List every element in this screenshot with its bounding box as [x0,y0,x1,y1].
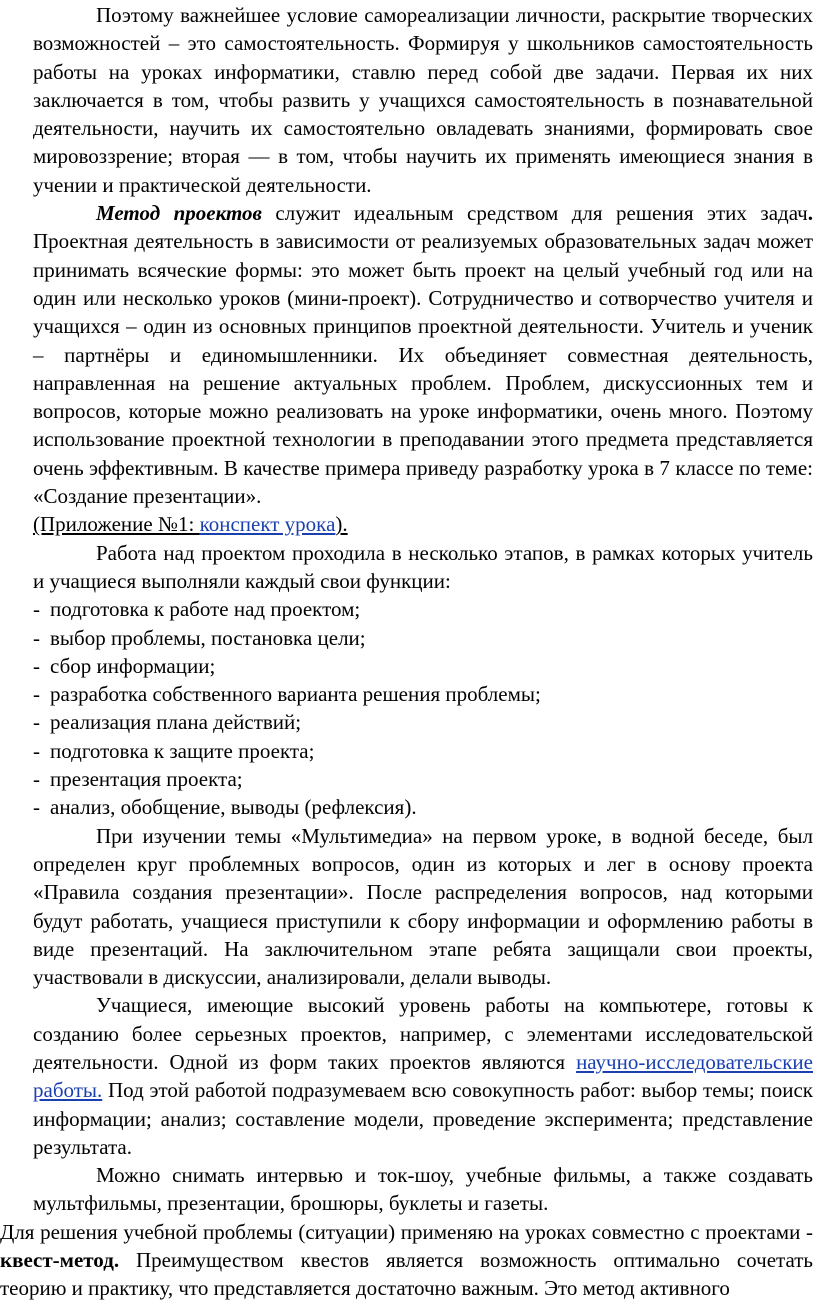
paragraph-self-reliance: Поэтому важнейшее условие самореализации личности, раскрытие творческих возможностей – это самостоятельность. Формируя у школьников самостоятельность работы на уроках информатики, ставлю перед собой две задачи. Первая их них заключается в том, чтобы развить у учащихся самостоятельность в познавательной деятельности, научить их самостоятельно овладевать знаниями, формировать свое мировоззрение; вторая — в том, чтобы научить их применять имеющиеся знания в учении и практической деятельности. [33,3,813,197]
paragraph-project-stages: Работа над проектом проходила в несколько этапов, в рамках которых учитель и учащиеся выполняли каждый свои функции: [33,540,813,593]
stage-list-item-text: сбор информации; [50,653,216,678]
stage-list [33,595,813,821]
paragraph-project-method [33,199,813,510]
stage-list-item [33,680,813,708]
stage-list-item-text: подготовка к работе над проектом; [50,597,361,622]
project-method-dot: . [807,201,813,226]
stage-list-item-text: подготовка к защите проекта; [50,738,315,763]
list-dash: - [33,653,40,678]
list-dash: - [33,738,40,763]
research-works-link[interactable]: научно-исследовательские работы. [33,1049,813,1103]
annex-line [33,510,813,538]
stage-list-item [33,765,813,793]
list-dash: - [33,795,40,820]
research-text-after: Под этой работой подразумеваем всю совокупность работ: выбор темы; поиск информации; анализ; составление модели, проведение эксперимента; представление результата. [33,1078,813,1159]
stage-list-item-text: презентация проекта; [50,767,243,792]
paragraph-multimedia: При изучении темы «Мультимедиа» на первом уроке, в водной беседе, был определен круг проблемных вопросов, один из которых и лег в основу проекта «Правила создания презентации». После распределения вопросов, над которыми будут работать, учащиеся приступили к сбору информации и оформлению работы в виде презентаций. На заключительном этапе ребята защищали свои проекты, участвовали в дискуссии, анализировали, делали выводы. [33,823,813,990]
stage-list-item-text: анализ, обобщение, выводы (рефлексия). [50,795,417,820]
list-dash: - [33,625,40,650]
quest-text-after: Преимуществом квестов является возможность оптимально сочетать теорию и практику, что представляется достаточно важным. Это метод активного [0,1248,813,1301]
stage-list-item [33,708,813,736]
term-quest-method: квест-метод. [0,1248,120,1273]
stage-list-item-text: разработка собственного варианта решения проблемы; [50,682,541,707]
paragraph-quest-method [0,1218,813,1302]
list-dash: - [33,767,40,792]
stage-list-item [33,595,813,623]
lesson-notes-link[interactable]: конспект урока [199,512,336,537]
paragraph-media-forms: Можно снимать интервью и ток-шоу, учебные фильмы, а также создавать мультфильмы, презентации, брошюры, буклеты и газеты. [33,1163,813,1216]
list-dash: - [33,710,40,735]
stage-list-item [33,793,813,821]
stage-list-item [33,652,813,680]
annex-prefix: (Приложение №1: [33,512,200,537]
stage-list-item-text: реализация плана действий; [50,710,302,735]
annex-suffix: ). [335,512,348,537]
stage-list-item [33,737,813,765]
term-project-method: Метод проектов [96,201,262,226]
list-dash: - [33,682,40,707]
list-dash: - [33,597,40,622]
project-method-text-b: Проектная деятельность в зависимости от реализуемых образовательных задач может принимать всяческие формы: это может быть проект на целый учебный год или на один или несколько уроков (мини-проект). Сотрудничество и сотворчество учителя и учащихся – один из основных принципов проектной деятельности. Учитель и ученик – партнёры и единомышленники. Их объединяет совместная деятельность, направленная на решение актуальных проблем. Проблем, дискуссионных тем и вопросов, которые можно реализовать на уроке информатики, очень много. Поэтому использование проектной технологии в преподавании этого предмета представляется очень эффективным. В качестве примера приведу разработку урока в 7 классе по теме: «Создание презентации». [33,229,813,509]
project-method-text-a: служит идеальным средством для решения этих задач [261,201,808,226]
quest-text-before: Для решения учебной проблемы (ситуации) применяю на уроках совместно с проектами - [0,1219,813,1244]
stage-list-item [33,624,813,652]
research-text-before: Учащиеся, имеющие высокий уровень работы на компьютере, готовы к созданию более серьезных проектов, например, с элементами исследовательской деятельности. Одной из форм таких проектов являются [33,993,813,1074]
paragraph-research [33,991,813,1161]
stage-list-item-text: выбор проблемы, постановка цели; [50,625,366,650]
